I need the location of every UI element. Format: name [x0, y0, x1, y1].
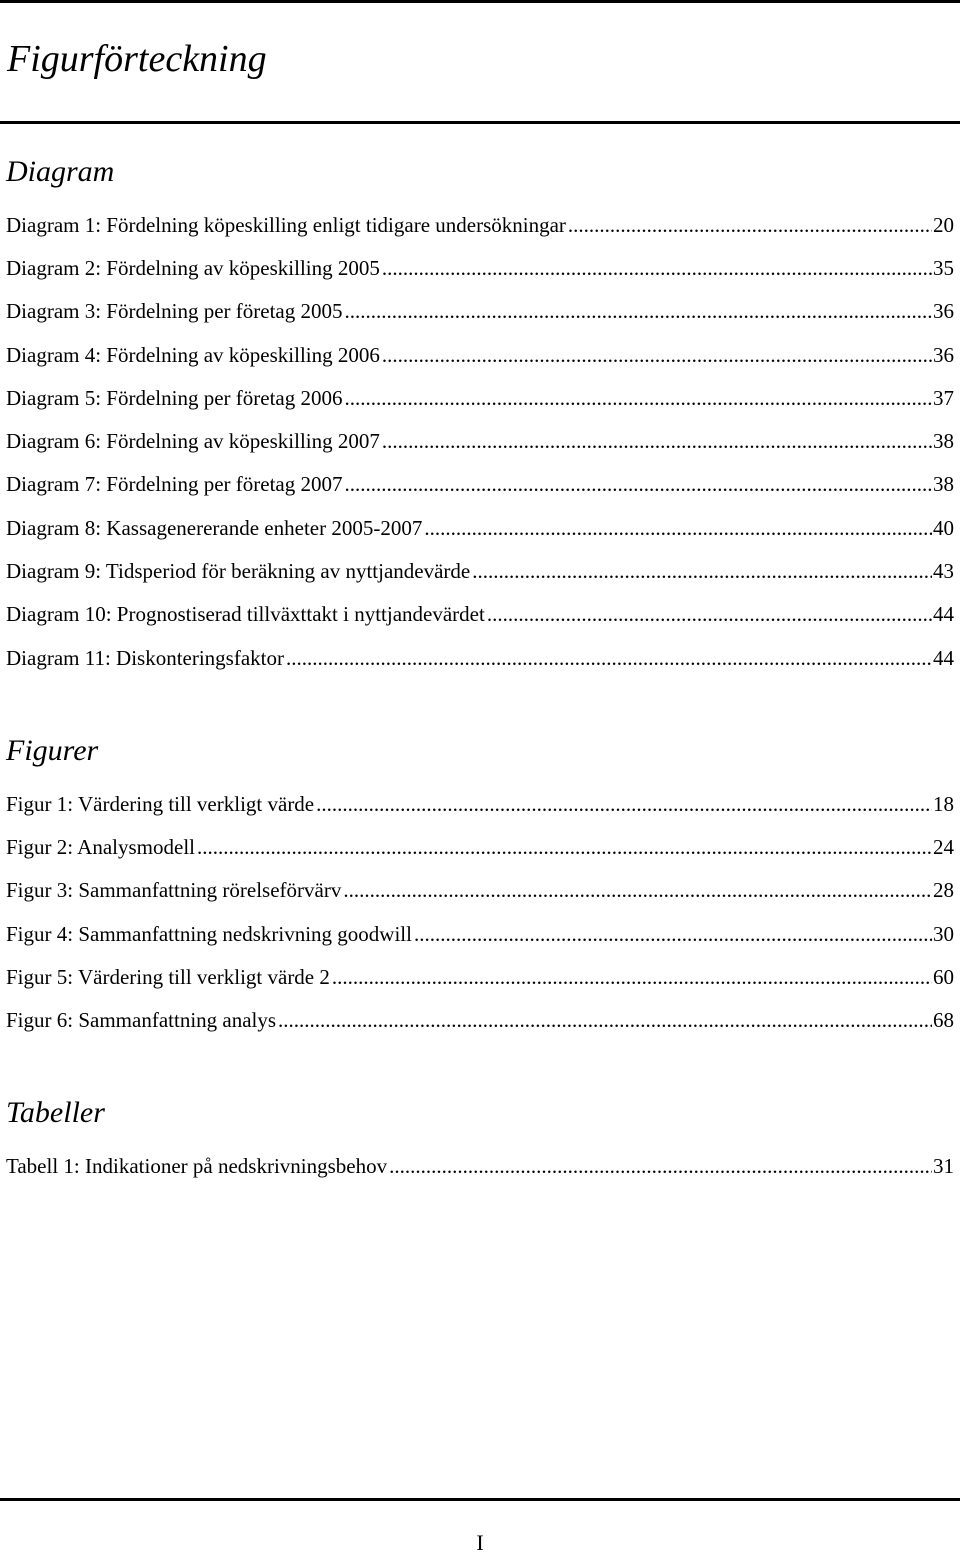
toc-entry-page: 35: [933, 255, 954, 280]
section-heading-tabeller: Tabeller: [6, 1096, 105, 1129]
toc-entry-page: 37: [933, 385, 954, 410]
toc-entry-diagram-8[interactable]: [6, 506, 954, 549]
section-heading-figurer: Figurer: [6, 734, 99, 767]
toc-entry-page: 68: [933, 1008, 954, 1033]
toc-entry-label: Tabell 1: Indikationer på nedskrivningsbehov: [6, 1153, 388, 1178]
dot-leader: [316, 792, 932, 816]
toc-entry-figur-2[interactable]: [6, 825, 954, 868]
toc-entry-diagram-5[interactable]: [6, 376, 954, 419]
dot-leader: [382, 256, 932, 280]
toc-entry-page: 38: [933, 472, 954, 497]
tabeller-list: [6, 1144, 954, 1187]
toc-entry-diagram-11[interactable]: [6, 636, 954, 679]
footer-rule: [0, 1498, 960, 1501]
toc-entry-diagram-2[interactable]: [6, 246, 954, 289]
toc-entry-label: Diagram 10: Prognostiserad tillväxttakt i nyttjandevärdet: [6, 602, 485, 627]
toc-entry-page: 20: [933, 212, 954, 237]
dot-leader: [345, 386, 933, 410]
dot-leader: [568, 213, 932, 237]
toc-entry-page: 38: [933, 429, 954, 454]
toc-entry-page: 30: [933, 921, 954, 946]
dot-leader: [332, 965, 932, 989]
toc-entry-diagram-6[interactable]: [6, 419, 954, 462]
dot-leader: [286, 646, 932, 670]
toc-entry-label: Diagram 11: Diskonteringsfaktor: [6, 645, 284, 670]
toc-entry-page: 44: [933, 645, 954, 670]
toc-entry-label: Diagram 1: Fördelning köpeskilling enligt tidigare undersökningar: [6, 212, 566, 237]
toc-entry-diagram-3[interactable]: [6, 290, 954, 333]
dot-leader: [424, 516, 932, 540]
section-heading-diagram: Diagram: [6, 155, 115, 188]
toc-entry-label: Diagram 9: Tidsperiod för beräkning av nyttjandevärde: [6, 559, 471, 584]
toc-entry-figur-1[interactable]: [6, 782, 954, 825]
top-rule: [0, 0, 960, 3]
toc-entry-diagram-9[interactable]: [6, 549, 954, 592]
dot-leader: [197, 835, 932, 859]
toc-entry-label: Figur 2: Analysmodell: [6, 834, 195, 859]
toc-entry-tabell-1[interactable]: [6, 1144, 954, 1187]
toc-entry-page: 36: [933, 342, 954, 367]
toc-entry-page: 43: [933, 559, 954, 584]
figurer-list: [6, 782, 954, 1042]
page-title: Figurförteckning: [7, 38, 267, 80]
toc-entry-label: Diagram 7: Fördelning per företag 2007: [6, 472, 343, 497]
toc-entry-page: 31: [933, 1153, 954, 1178]
dot-leader: [389, 1154, 932, 1178]
toc-entry-page: 60: [933, 964, 954, 989]
toc-entry-diagram-1[interactable]: [6, 203, 954, 246]
diagram-list: [6, 203, 954, 679]
toc-entry-diagram-7[interactable]: [6, 463, 954, 506]
toc-entry-label: Diagram 2: Fördelning av köpeskilling 2005: [6, 255, 380, 280]
toc-entry-page: 28: [933, 878, 954, 903]
toc-entry-label: Diagram 4: Fördelning av köpeskilling 2006: [6, 342, 380, 367]
title-rule: [0, 121, 960, 124]
toc-entry-page: 24: [933, 834, 954, 859]
dot-leader: [382, 343, 932, 367]
dot-leader: [278, 1008, 932, 1032]
toc-entry-label: Figur 3: Sammanfattning rörelseförvärv: [6, 878, 342, 903]
toc-entry-label: Figur 5: Värdering till verkligt värde 2: [6, 964, 330, 989]
dot-leader: [345, 299, 933, 323]
toc-entry-figur-4[interactable]: [6, 912, 954, 955]
toc-entry-page: 44: [933, 602, 954, 627]
toc-entry-label: Figur 4: Sammanfattning nedskrivning goodwill: [6, 921, 412, 946]
toc-entry-page: 36: [933, 299, 954, 324]
toc-entry-label: Diagram 5: Fördelning per företag 2006: [6, 385, 343, 410]
page-number: I: [476, 1530, 484, 1555]
toc-entry-label: Figur 6: Sammanfattning analys: [6, 1008, 277, 1033]
toc-entry-label: Figur 1: Värdering till verkligt värde: [6, 791, 315, 816]
dot-leader: [345, 472, 933, 496]
toc-entry-diagram-10[interactable]: [6, 593, 954, 636]
toc-entry-figur-6[interactable]: [6, 998, 954, 1041]
toc-entry-label: Diagram 3: Fördelning per företag 2005: [6, 299, 343, 324]
dot-leader: [382, 429, 932, 453]
toc-entry-page: 40: [933, 515, 954, 540]
dot-leader: [414, 922, 932, 946]
toc-entry-label: Diagram 8: Kassagenererande enheter 2005-2007: [6, 515, 423, 540]
dot-leader: [472, 559, 932, 583]
toc-entry-figur-3[interactable]: [6, 869, 954, 912]
toc-entry-label: Diagram 6: Fördelning av köpeskilling 2007: [6, 429, 380, 454]
toc-entry-diagram-4[interactable]: [6, 333, 954, 376]
toc-entry-page: 18: [933, 791, 954, 816]
toc-entry-figur-5[interactable]: [6, 955, 954, 998]
dot-leader: [343, 878, 932, 902]
dot-leader: [487, 602, 932, 626]
